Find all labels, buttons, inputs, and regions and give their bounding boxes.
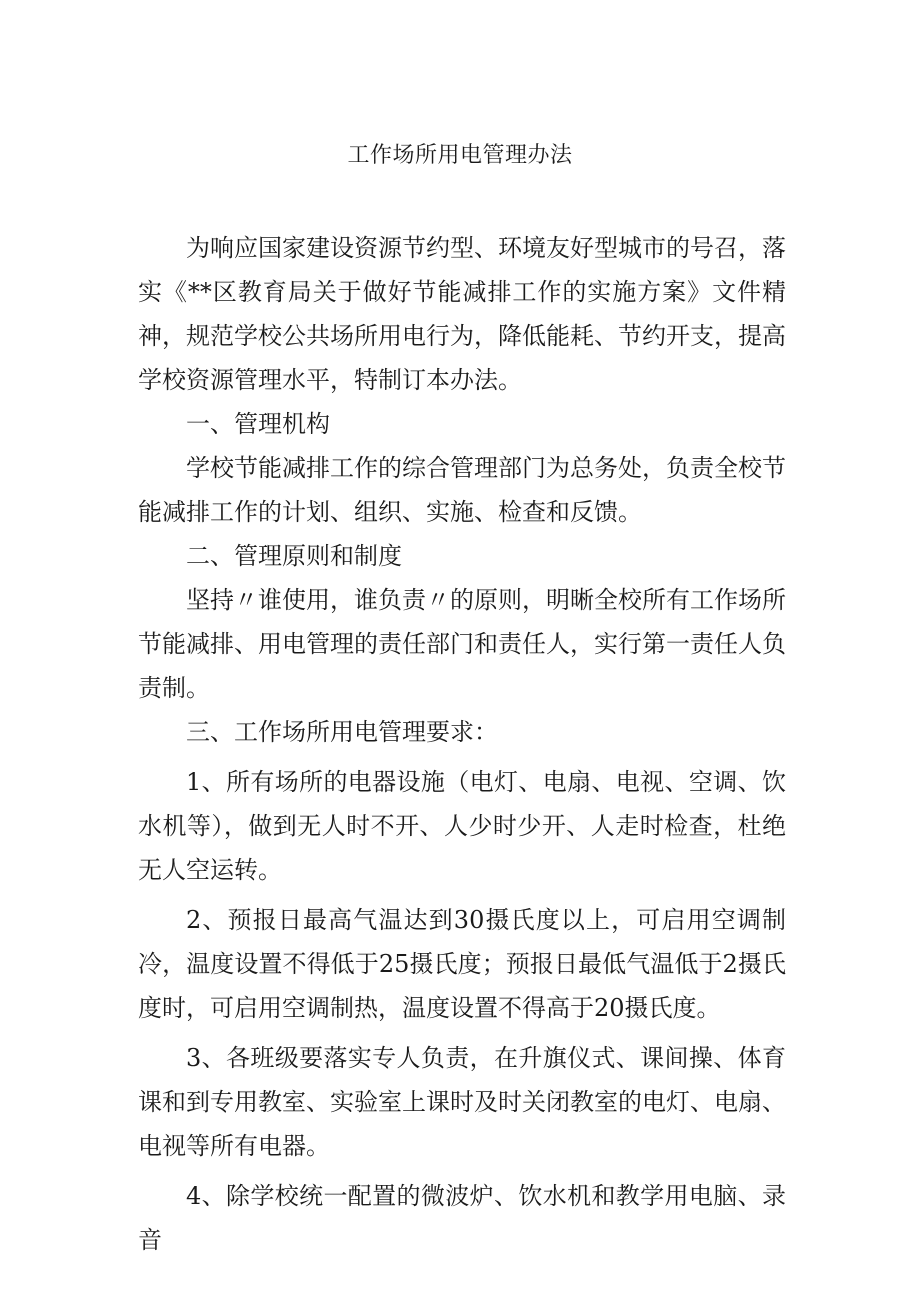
- section-paragraph-2: 坚持〃谁使用，谁负责〃的原则，明晰全校所有工作场所节能减排、用电管理的责任部门和责任人，实行第一责任人负责制。: [138, 586, 786, 702]
- section-paragraph-1: 学校节能减排工作的综合管理部门为总务处，负责全校节能减排工作的计划、组织、实施、检查和反馈。: [138, 454, 786, 526]
- section-heading-1: 一、管理机构: [186, 410, 330, 438]
- requirement-item-3: 3、各班级要落实专人负责，在升旗仪式、课间操、体育课和到专用教室、实验室上课时及时关闭教室的电灯、电扇、电视等所有电器。: [138, 1044, 786, 1160]
- section-heading-3: 三、工作场所用电管理要求：: [186, 718, 498, 746]
- intro-paragraph: 为响应国家建设资源节约型、环境友好型城市的号召，落实《**区教育局关于做好节能减排工作的实施方案》文件精神，规范学校公共场所用电行为，降低能耗、节约开支，提高学校资源管理水平，特制订本办法。: [138, 234, 786, 394]
- document-title: 工作场所用电管理办法: [347, 143, 573, 168]
- requirement-item-4: 4、除学校统一配置的微波炉、饮水机和教学用电脑、录音: [138, 1182, 786, 1254]
- requirement-item-2: 2、预报日最高气温达到30摄氏度以上，可启用空调制冷，温度设置不得低于25摄氏度；预报日最低气温低于2摄氏度时，可启用空调制热，温度设置不得高于20摄氏度。: [138, 906, 786, 1022]
- document-body: [138, 226, 786, 1262]
- requirement-item-1: 1、所有场所的电器设施（电灯、电扇、电视、空调、饮水机等），做到无人时不开、人少时少开、人走时检查，杜绝无人空运转。: [138, 768, 786, 884]
- section-heading-2: 二、管理原则和制度: [186, 542, 402, 570]
